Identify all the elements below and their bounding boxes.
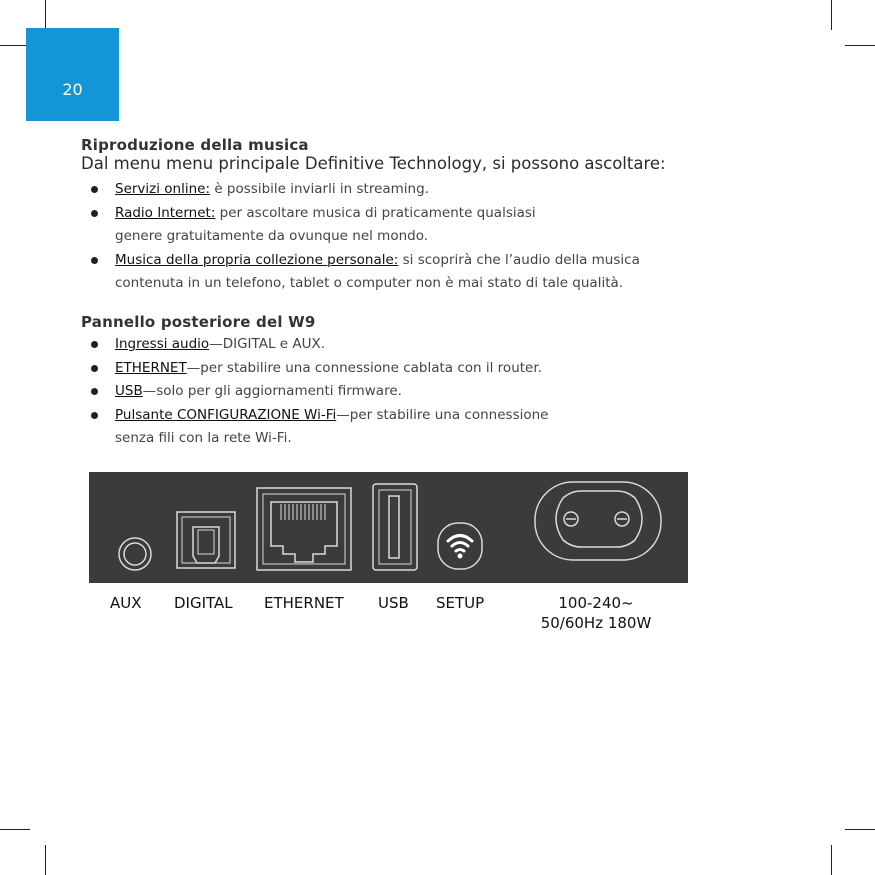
intro-text: Dal menu menu principale Definitive Technology, si possono ascoltare: bbox=[81, 154, 666, 173]
rear-panel-list bbox=[88, 333, 548, 451]
usb-port-icon bbox=[373, 484, 417, 570]
label-power-rating: 50/60Hz 180W bbox=[540, 614, 652, 632]
bullet-icon bbox=[91, 388, 98, 395]
item-term: Musica della propria collezione personale: bbox=[115, 251, 399, 268]
label-usb: USB bbox=[378, 594, 409, 612]
bullet-icon bbox=[91, 186, 98, 193]
aux-jack-icon bbox=[119, 538, 151, 570]
bullet-icon bbox=[91, 365, 98, 372]
crop-mark bbox=[45, 0, 46, 30]
list-item bbox=[88, 249, 640, 296]
item-term: Ingressi audio bbox=[115, 336, 210, 352]
label-power-voltage: 100-240~ bbox=[558, 594, 634, 612]
item-text: per ascoltare musica di praticamente qualsiasi bbox=[215, 204, 536, 221]
item-text: —per stabilire una connessione bbox=[336, 406, 549, 423]
crop-mark bbox=[831, 0, 832, 30]
label-ethernet: ETHERNET bbox=[264, 594, 344, 612]
rear-panel-ports bbox=[89, 472, 688, 583]
page-number: 20 bbox=[62, 80, 83, 99]
ethernet-port-icon bbox=[257, 488, 351, 570]
bullet-icon bbox=[91, 341, 98, 348]
section-heading-playback: Riproduzione della musica bbox=[81, 136, 309, 154]
power-inlet-icon bbox=[535, 482, 661, 560]
list-item bbox=[88, 404, 548, 451]
item-text: —DIGITAL e AUX. bbox=[209, 336, 326, 352]
crop-mark bbox=[0, 829, 30, 830]
section-heading-rear-panel: Pannello posteriore del W9 bbox=[81, 313, 316, 331]
crop-mark bbox=[831, 845, 832, 875]
item-term: Radio Internet: bbox=[115, 204, 216, 221]
bullet-icon bbox=[91, 412, 98, 419]
label-aux: AUX bbox=[110, 594, 142, 612]
rear-panel-illustration bbox=[89, 472, 688, 583]
list-item bbox=[88, 380, 548, 404]
crop-mark bbox=[845, 45, 875, 46]
label-digital: DIGITAL bbox=[174, 594, 233, 612]
crop-mark bbox=[845, 829, 875, 830]
item-term: USB bbox=[115, 383, 143, 399]
item-text: è possibile inviarli in streaming. bbox=[210, 181, 429, 197]
optical-port-icon bbox=[177, 512, 235, 568]
wifi-setup-button-icon bbox=[438, 523, 482, 569]
playback-list bbox=[88, 178, 640, 296]
bullet-icon bbox=[91, 257, 98, 264]
item-term: Servizi online: bbox=[115, 181, 211, 197]
list-item bbox=[88, 333, 548, 357]
item-term: ETHERNET bbox=[115, 359, 187, 376]
list-item bbox=[88, 178, 640, 202]
item-text: si scoprirà che l’audio della musica bbox=[398, 251, 640, 268]
item-term: Pulsante CONFIGURAZIONE Wi-Fi bbox=[115, 406, 337, 423]
item-text: —per stabilire una connessione cablata con il router. bbox=[186, 359, 542, 376]
page-number-tab bbox=[26, 28, 119, 121]
crop-mark bbox=[45, 845, 46, 875]
label-setup: SETUP bbox=[436, 594, 485, 612]
list-item bbox=[88, 202, 640, 249]
item-continuation: genere gratuitamente da ovunque nel mondo. bbox=[115, 228, 429, 244]
item-text: —solo per gli aggiornamenti firmware. bbox=[142, 383, 402, 399]
item-continuation: contenuta in un telefono, tablet o computer non è mai stato di tale qualità. bbox=[115, 275, 624, 291]
list-item bbox=[88, 357, 548, 381]
item-continuation: senza fili con la rete Wi-Fi. bbox=[115, 430, 292, 446]
bullet-icon bbox=[91, 210, 98, 217]
